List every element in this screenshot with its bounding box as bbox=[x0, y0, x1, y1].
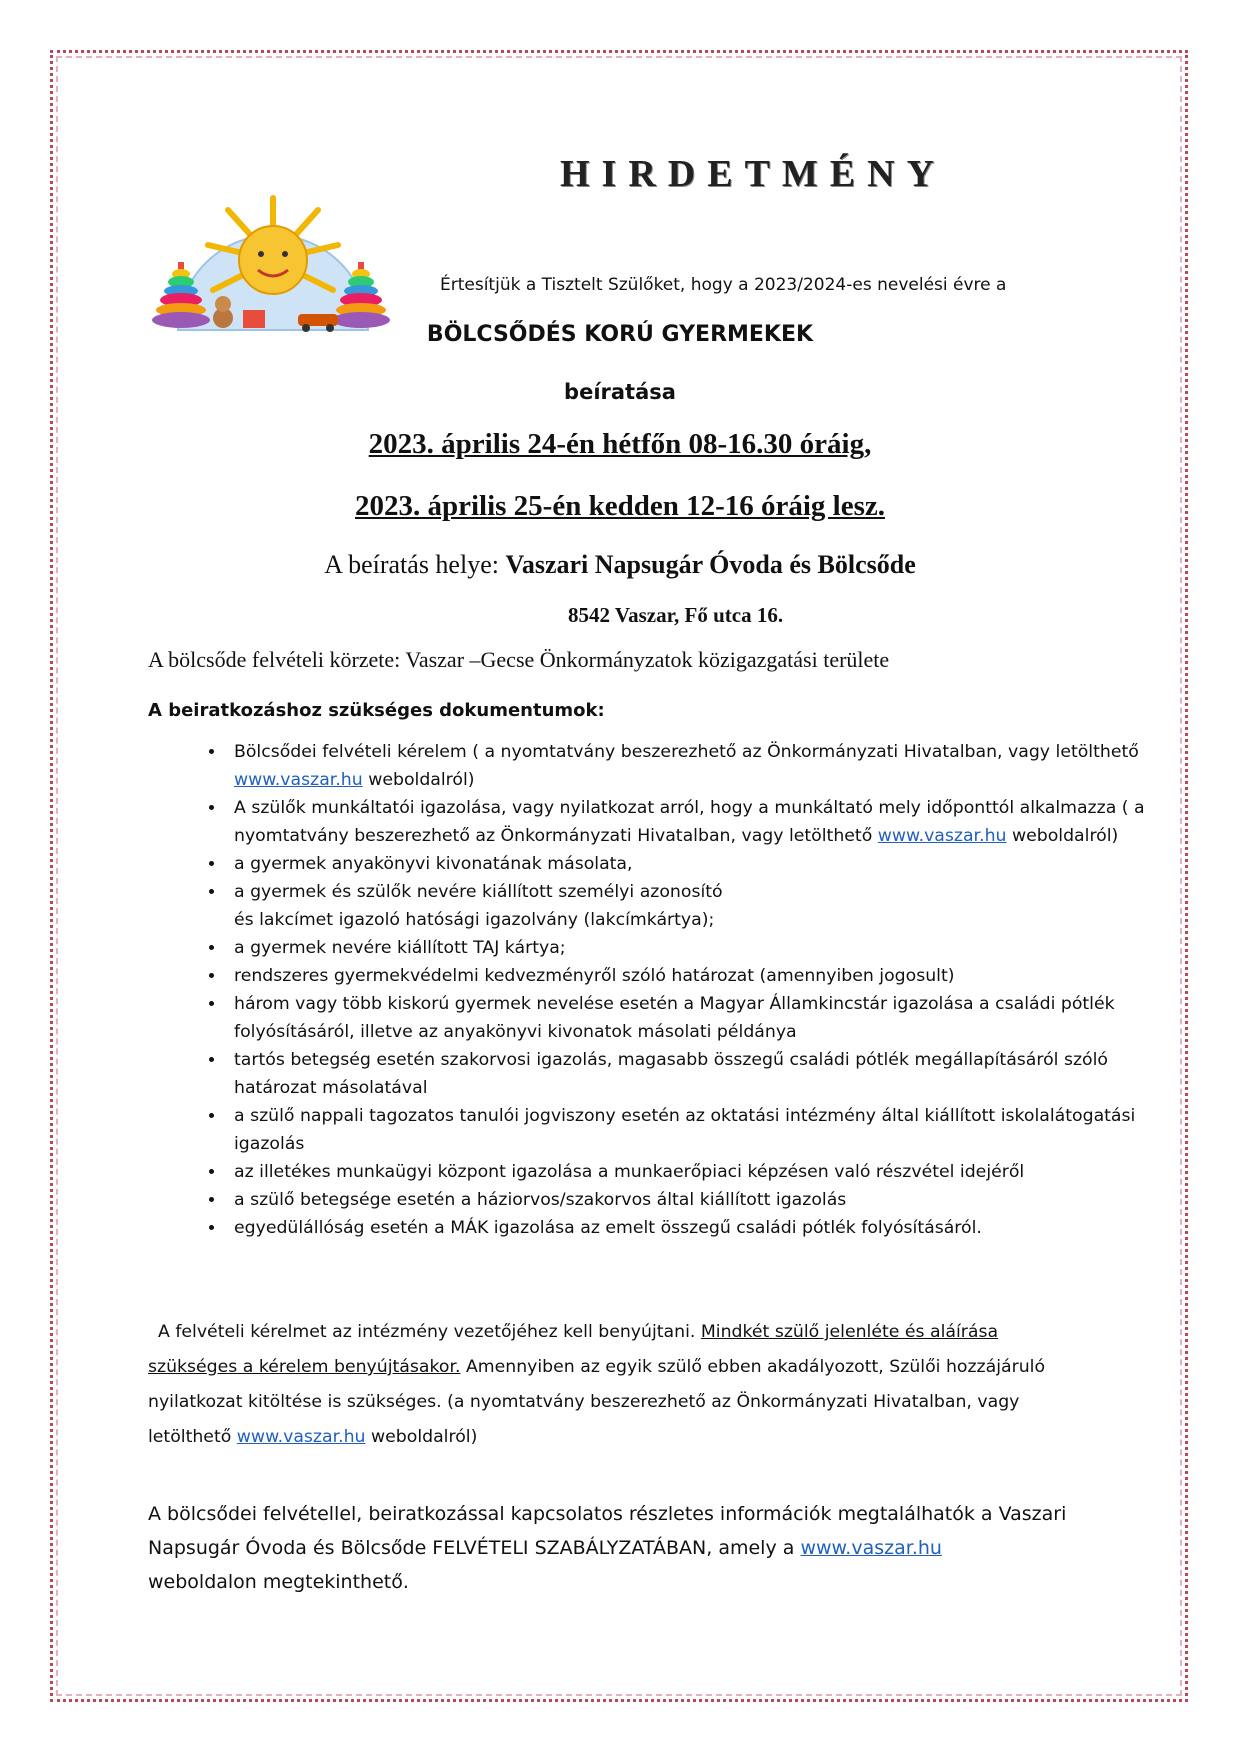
documents-list bbox=[178, 738, 1156, 1242]
info-paragraph: A bölcsődei felvétellel, beiratkozással kapcsolatos részletes információk megtalálhatók a Vaszari Napsugár Óvoda és Bölcsőde FELVÉTELI SZABÁLYZATÁBAN, amely a www.vaszar.hu weboldalon megtekinthető. bbox=[148, 1503, 1067, 1593]
list-item: • egyedülállóság esetén a MÁK igazolása az emelt összegű családi pótlék folyósításáról. bbox=[226, 1214, 1156, 1242]
list-item: • Bölcsődei felvételi kérelem ( a nyomtatvány beszerezhető az Önkormányzati Hivatalban, vagy letölthető www.vaszar.hu weboldalról) bbox=[226, 738, 1156, 794]
submission-paragraph: A felvételi kérelmet az intézmény vezetőjéhez kell benyújtani. Mindkét szülő jelenléte és aláírása szükséges a kérelem benyújtásakor. Amennyiben az egyik szülő ebben akadályozott, Szülői hozzájáruló nyilatkozat kitöltése is szükséges. (a nyomtatvány beszerezhető az Önkormányzati Hivatalban, vagy letölthető www.vaszar.hu weboldalról) bbox=[148, 1322, 1046, 1447]
signature-requirement: Mindkét szülő jelenléte és aláírása szükséges a kérelem benyújtásakor. bbox=[148, 1322, 999, 1377]
website-link[interactable]: www.vaszar.hu bbox=[800, 1537, 942, 1559]
enrollment-place bbox=[0, 550, 1240, 580]
documents-heading: A beiratkozáshoz szükséges dokumentumok: bbox=[148, 700, 605, 721]
place-name: Vaszari Napsugár Óvoda és Bölcsőde bbox=[505, 550, 916, 579]
list-item: • a szülő nappali tagozatos tanulói jogviszony esetén az oktatási intézmény által kiállított iskolalátogatási igazolás bbox=[226, 1102, 1156, 1158]
website-link[interactable]: www.vaszar.hu bbox=[236, 1427, 366, 1447]
list-item: • a gyermek és szülők nevére kiállított személyi azonosító és lakcímet igazoló hatósági igazolvány (lakcímkártya); bbox=[226, 878, 1156, 934]
list-item: • a szülő betegsége esetén a háziorvos/szakorvos által kiállított igazolás bbox=[226, 1186, 1156, 1214]
intro-text: Értesítjük a Tisztelt Szülőket, hogy a 2023/2024-es nevelési évre a bbox=[440, 275, 1007, 295]
list-item: • a gyermek nevére kiállított TAJ kártya; bbox=[226, 934, 1156, 962]
place-label: A beíratás helye: bbox=[324, 550, 506, 579]
website-link[interactable]: www.vaszar.hu bbox=[234, 770, 363, 790]
group-heading: BÖLCSŐDÉS KORÚ GYERMEKEK bbox=[426, 322, 814, 347]
list-item: • rendszeres gyermekvédelmi kedvezményről szóló határozat (amennyiben jogosult) bbox=[226, 962, 1156, 990]
list-item: • tartós betegség esetén szakorvosi igazolás, magasabb összegű családi pótlék megállapításáról szóló határozat másolatával bbox=[226, 1046, 1156, 1102]
list-item: • a gyermek anyakönyvi kivonatának másolata, bbox=[226, 850, 1156, 878]
page-title: HIRDETMÉNY bbox=[560, 153, 947, 195]
sun-toys-logo-icon bbox=[148, 190, 390, 342]
website-link[interactable]: www.vaszar.hu bbox=[877, 826, 1007, 846]
catchment-zone: A bölcsőde felvételi körzete: Vaszar –Gecse Önkormányzatok közigazgatási területe bbox=[148, 647, 890, 672]
list-item: • három vagy több kiskorú gyermek nevelése esetén a Magyar Államkincstár igazolása a családi pótlék folyósításáról, illetve az anyakönyvi kivonatok másolati példánya bbox=[226, 990, 1156, 1046]
place-address: 8542 Vaszar, Fő utca 16. bbox=[568, 603, 784, 627]
date-line-2: 2023. április 25-én kedden 12-16 óráig lesz. bbox=[354, 490, 886, 522]
list-item: • A szülők munkáltatói igazolása, vagy nyilatkozat arról, hogy a munkáltató mely időponttól alkalmazza ( a nyomtatvány beszerezhető az Önkormányzati Hivatalban, vagy letölthető www.vaszar.hu weboldalról) bbox=[226, 794, 1156, 850]
subtitle: beíratása bbox=[564, 380, 676, 404]
date-line-1: 2023. április 24-én hétfőn 08-16.30 óráig, bbox=[368, 428, 872, 460]
list-item: • az illetékes munkaügyi központ igazolása a munkaerőpiaci képzésen való részvétel idejéről bbox=[226, 1158, 1156, 1186]
